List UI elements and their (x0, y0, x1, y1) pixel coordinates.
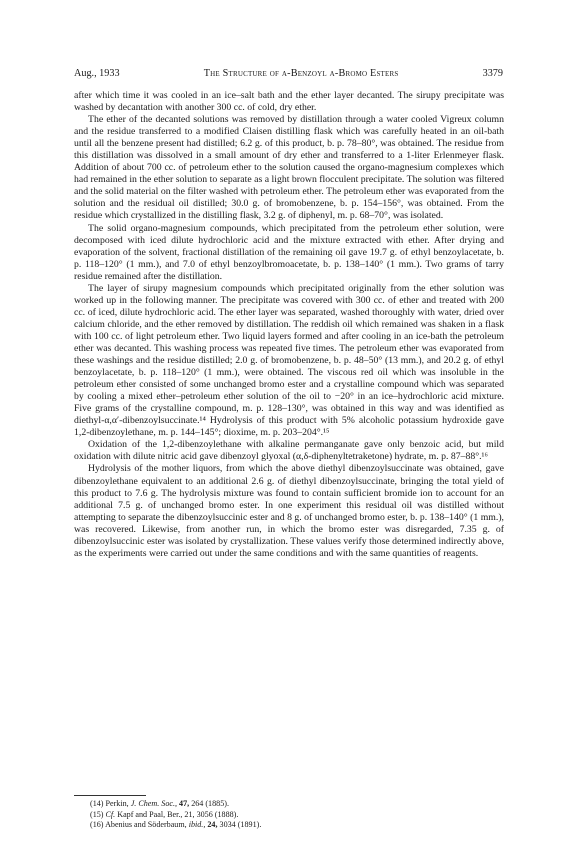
running-header (74, 68, 503, 79)
paragraph-2: The ether of the decanted solutions was removed by distillation through a water cooled Vigreux column and the residue transferred to a modified Claisen distilling flask which was carefully heated in an oil-bath until all the benzene present had distilled; 6.2 g. of this product, b. p. 78–80°, was obtained. The residue from this distillation was dissolved in a small amount of dry ether and transferred to a 1-liter Erlenmeyer flask. Addition of about 700 cc. of petroleum ether to the solution caused the organo-magnesium complexes which had remained in the ether solution to separate as a light brown flocculent precipitate. The solution was filtered and the solid material on the filter washed with petroleum ether. The petroleum ether was evaporated from the solution and the residual oil distilled; 30.0 g. of bromobenzene, b. p. 154–156°, was obtained. From the residue which crystallized in the distilling flask, 3.2 g. of diphenyl, m. p. 68–70°, was isolated. (74, 114, 504, 222)
paragraph-5: Oxidation of the 1,2-dibenzoylethane with alkaline permanganate gave only benzoic acid, but mild oxidation with dilute nitric acid gave dibenzoyl glyoxal (α,δ-diphenyltetraketone) hydrate, m. p. 87–88°.¹⁶ (74, 439, 504, 463)
paragraph-3: The solid organo-magnesium compounds, which precipitated from the petroleum ether solution, were decomposed with iced dilute hydrochloric acid and the mixture extracted with ether. After drying and evaporation of the solvent, fractional distillation of the remaining oil gave 19.7 g. of ethyl benzoylacetate, b. p. 118–120° (1 mm.), and 7.0 of ethyl benzoylbromoacetate, b. p. 138–140° (1 mm.). Two grams of tarry residue remained after the distillation. (74, 222, 504, 282)
footnote-14: (14) Perkin, J. Chem. Soc., 47, 264 (1885). (90, 799, 229, 808)
footnote-16: (16) Abenius and Söderbaum, ibid., 24, 3034 (1891). (90, 820, 262, 830)
footnote-divider (74, 795, 146, 796)
paragraph-1: after which time it was cooled in an ice–salt bath and the ether layer decanted. The sirupy precipitate was washed by decantation with another 300 cc. of cold, dry ether. (74, 90, 504, 114)
paragraph-6: Hydrolysis of the mother liquors, from which the above diethyl dibenzoylsuccinate was obtained, gave dibenzoylethane equivalent to an additional 2.6 g. of diethyl dibenzoylsuccinate, bringing the total yield of this product to 7.6 g. The hydrolysis mixture was found to contain sufficient bromide ion to account for an additional 7.5 g. of unchanged bromo ester. In one experiment this residual oil was distilled without attempting to separate the dibenzoylsuccinic ester and 8 g. of unchanged bromo ester, b. p. 138–140° (1 mm.), was recovered. Likewise, from another run, in which the bromo ester was disregarded, 7.35 g. of dibenzoylsuccinic ester was isolated by crystallization. These values verify those determined indirectly above, as the experiments were carried out under the same conditions and with the same quantities of reagents. (74, 463, 504, 559)
article-body (74, 90, 504, 560)
paragraph-4: The layer of sirupy magnesium compounds which precipitated originally from the ether solution was worked up in the following manner. The precipitate was covered with 300 cc. of ether and treated with 200 cc. of iced, dilute hydrochloric acid. The ether layer was separated, washed thoroughly with water, dried over calcium chloride, and the ether removed by distillation. The reddish oil which remained was shaken in a flask with 100 cc. of light petroleum ether. Two liquid layers formed and after cooling in an ice-bath the petroleum ether was decanted. This washing process was repeated five times. The petroleum ether was evaporated from these washings and the residue distilled; 2.0 g. of bromobenzene, b. p. 48–50° (13 mm.), and 20.2 g. of ethyl benzoylacetate, b. p. 118–120° (1 mm.), were obtained. The viscous red oil which was insoluble in the petroleum ether consisted of some unchanged bromo ester and a crystalline compound which was separated by cooling a mixed ether–petroleum ether solution of the oil to −20° in an ice–hydrochloric acid mixture. Five grams of the crystalline compound, m. p. 128–130°, was obtained in this way and was identified as diethyl-α,α′-dibenzoylsuccinate.¹⁴ Hydrolysis of this product with 5% alcoholic potassium hydroxide gave 1,2-dibenzoylethane, m. p. 144–145°; dioxime, m. p. 203–204°.¹⁵ (74, 282, 504, 439)
header-title: The Structure of α-Benzoyl α-Bromo Esters (203, 68, 399, 79)
footnote-15: (15) Cf. Kapf and Paal, Ber., 21, 3056 (1888). (90, 809, 239, 819)
header-date: Aug., 1933 (74, 68, 120, 79)
header-page-number: 3379 (482, 68, 503, 79)
footnotes (74, 799, 504, 831)
